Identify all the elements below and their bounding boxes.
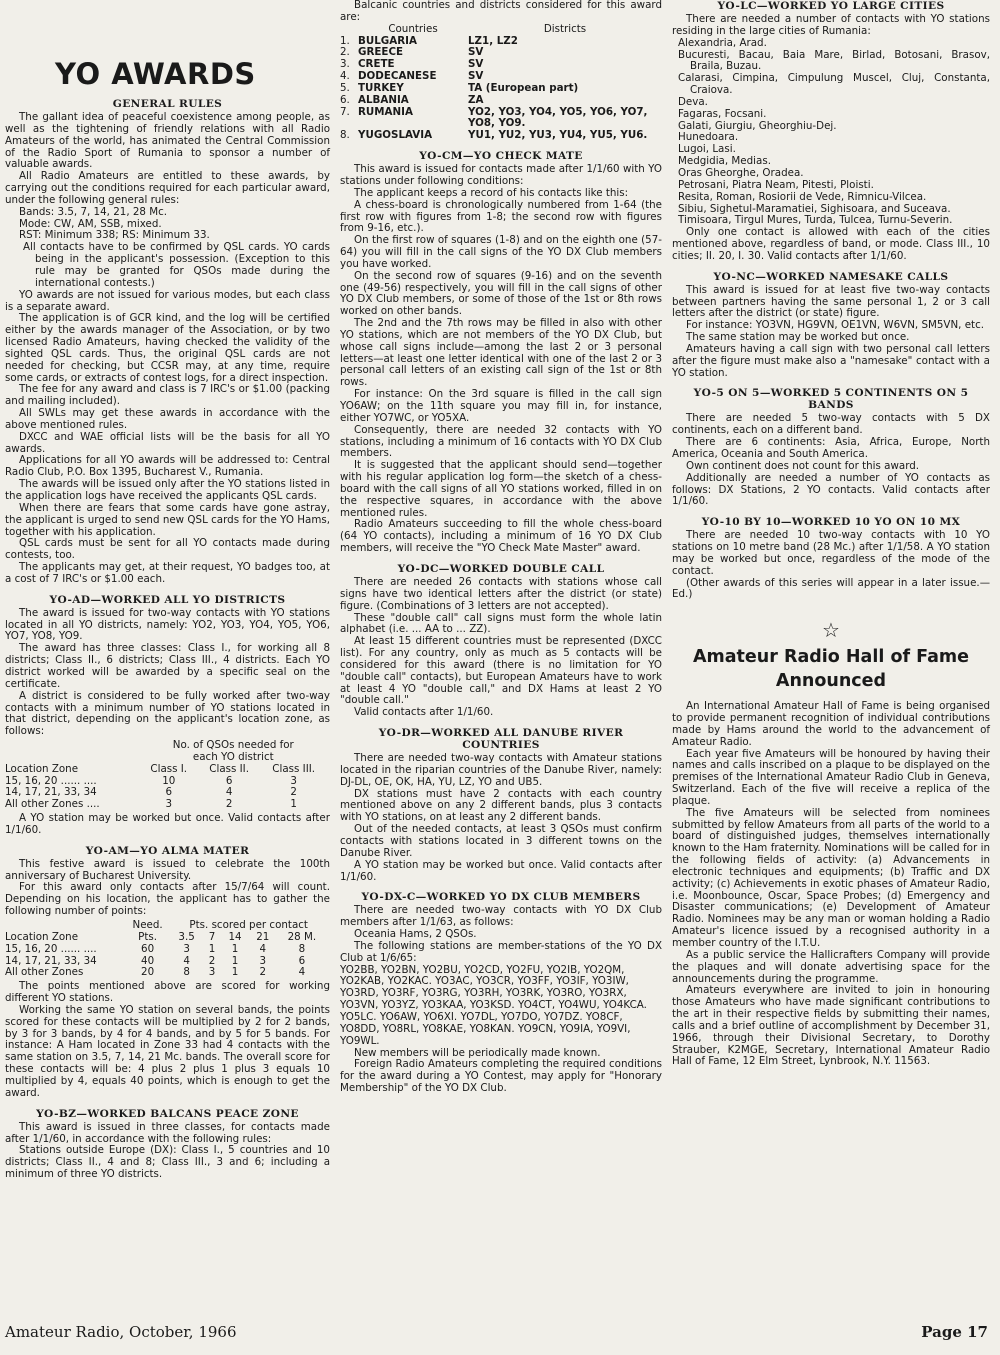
paragraph: New members will be periodically made known. (354, 1046, 601, 1059)
paragraph: On the first row of squares (1-8) and on the eighth one (57-64) you will fill in the call signs of the YO DX Club members you have worked. (340, 234, 662, 270)
paragraph: For this award only contacts after 15/7/64 will count. Depending on his location, the applicant has to gather the following number of points: (5, 881, 330, 918)
city-list-item: Galati, Giurgiu, Gheorghiu-Dej. (678, 119, 837, 132)
table-cell: 20 (141, 966, 155, 979)
paragraph: Amateurs having a call sign with two personal call letters after the figure must make also a "namesake" contact with a YO station. (672, 342, 990, 379)
paragraph: A chess-board is chronologically numbered from 1-64 (the first row with figures from 1-8; the second row with figures from 9-16, etc.). (340, 198, 662, 235)
paragraph: The five Amateurs will be selected from nominees submitted by fellow Amateurs from all parts of the world to a board of distinguished judges, themselves internationally known to the Ham fraternity. Nominations will be called for in the following fields of activity: (a) Advancements in electronic techniques and equipments; (b) Traffic and DX activity; (c) Achievements in exotic phases of Amateur Radio, i.e. Moonbounce, Oscar, Space Probes; (d) Emergency and Disaster communications; (e) Development of Amateur Radio. Nominees may be any man or woman holding a Radio Amateur's licence issued by a recognised authority in a member country of the I.T.U. (672, 806, 990, 949)
paragraph: Amateurs everywhere are invited to join in honouring those Amateurs who have made significant contributions to the art in their respective fields by submitting their names, calls and a brief outline of accomplishment by December 31, 1966, through their Divisional Secretary, to Dorothy Strauber, K2MGE, Secretary, International Amateur Radio Hall of Fame, 12 Elm Street, Lynbrook, N.Y. 11563. (672, 984, 990, 1068)
yo-dr-heading: YO-DR—WORKED ALL DANUBE RIVER COUNTRIES (378, 727, 624, 752)
yo-10-heading: YO-10 BY 10—WORKED 10 YO ON 10 MX (701, 516, 961, 529)
yo-dc-heading: YO-DC—WORKED DOUBLE CALL (397, 562, 605, 575)
table-cell: 14, 17, 21, 33, 34 (5, 786, 97, 799)
table-cell: 14, 17, 21, 33, 34 (5, 954, 97, 967)
paragraph: There are needed a number of contacts with YO stations residing in the large cities of Rumania: (672, 13, 990, 37)
general-rules-heading: GENERAL RULES (112, 98, 223, 110)
hall-of-fame-title: Amateur Radio Hall of Fame Announced (692, 647, 970, 692)
yo-cm-heading: YO-CM—YO CHECK MATE (419, 150, 583, 163)
paragraph: The following stations are member-stations of the YO DX Club at 1/6/65: (340, 939, 662, 964)
paragraph: A district is considered to be fully worked after two-way contacts with a minimum number of YO stations located in that district, depending on the applicant's location zone, as follows: (5, 689, 330, 738)
item-number: 3. (340, 58, 350, 71)
city-list-item: Petrosani, Piatra Neam, Pitesti, Ploisti. (678, 178, 874, 191)
table-cell: 6 (165, 786, 173, 799)
table-header-row (5, 932, 330, 944)
districts: SV (468, 58, 484, 71)
paragraph: This award is issued in three classes, for contacts made after 1/1/60, in accordance with the following rules: (5, 1120, 330, 1145)
country: RUMANIA (358, 105, 413, 118)
table-cell: 2 (208, 954, 216, 967)
table-cell: 4 (183, 954, 190, 967)
paragraph: All SWLs may get these awards in accordance with the above mentioned rules. (5, 407, 330, 431)
table-cell: 3 (208, 966, 216, 979)
table-cell: 8 (298, 942, 306, 955)
column-2 (340, 0, 662, 1095)
column-header: Class I. (150, 762, 188, 775)
table-cell: 4 (259, 942, 267, 955)
column-caption: Need. (132, 919, 163, 931)
column-header: 28 M. (287, 930, 317, 943)
paragraph: All Radio Amateurs are entitled to these awards, by carrying out the conditions required for each particular award, under the following general rules: (5, 170, 330, 206)
city-list-item: Medgidia, Medias. (678, 155, 771, 168)
star-icon: ☆ (822, 618, 840, 643)
paragraph: The applicants may get, at their request, YO badges too, at a cost of 7 IRC's or $1.00 each. (5, 561, 330, 585)
paragraph: The 2nd and the 7th rows may be filled in also with other YO stations, which are not members of the YO DX Club, but whose call signs include—among the last 2 or 3 personal letters—at least one letter identical with one of the last 2 or 3 personal call letters of an existing call sign of the 1st or 8th rows. (340, 317, 662, 389)
paragraph: Additionally are needed a number of YO contacts as follows: DX Stations, 2 YO contacts. Valid contacts after 1/1/60. (672, 471, 990, 508)
table-cell: 10 (162, 774, 176, 787)
table-cell: 6 (225, 774, 233, 787)
paragraph: Each year five Amateurs will be honoured by having their names and calls inscribed on a plaque to be displayed on the premises of the International Amateur Radio Club in Geneva, Switzerland. Each of the five will receive a replica of the plaque. (672, 747, 990, 807)
paragraph: The awards will be issued only after the YO stations listed in the application logs have received the applicants QSL cards. (5, 478, 330, 502)
districts: SV (468, 70, 484, 83)
yo-ad-table (5, 740, 330, 811)
country: ALBANIA (358, 93, 409, 106)
page-title: YO AWARDS (55, 57, 256, 91)
paragraph: The award is issued for two-way contacts with YO stations located in all YO districts, namely: YO2, YO3, YO4, YO5, YO6, YO7, YO8, YO9. (5, 606, 330, 643)
table-cell: 1 (231, 966, 239, 979)
districts: YO2, YO3, YO4, YO5, YO6, YO7, YO8, YO9. (468, 105, 648, 130)
paragraph: Valid contacts after 1/1/60. (354, 706, 494, 719)
country: BULGARIA (358, 34, 417, 47)
paragraph: DXCC and WAE official lists will be the basis for all YO awards. (5, 430, 330, 455)
paragraph: The points mentioned above are scored for working different YO stations. (5, 980, 330, 1005)
city-list-item: Alexandria, Arad. (678, 36, 767, 49)
paragraph: Balcanic countries and districts considered for this award are: (340, 0, 662, 23)
paragraph: DX stations must have 2 contacts with each country mentioned above on any 2 different bands, plus 3 contacts with YO stations, on at least any 2 different bands. (340, 787, 662, 824)
column-header: 3.5 (178, 930, 195, 943)
column-header: 7 (208, 930, 216, 943)
table-cell: 3 (165, 798, 173, 811)
table-cell: 3 (290, 774, 297, 787)
city-list-item: Fagaras, Focsani. (678, 107, 767, 120)
city-list-item: Bucuresti, Bacau, Baia Mare, Birlad, Botosani, Brasov, Braila, Buzau. (678, 48, 990, 73)
table-cell: 1 (290, 798, 297, 811)
paragraph: On the second row of squares (9-16) and on the seventh one (49-56) respectively, you will fill in the call signs of other YO DX Club members, or some of those of the 1st or 8th rows worked on other bands. (340, 269, 662, 318)
item-number: 1. (340, 34, 350, 47)
paragraph: The gallant idea of peaceful coexistence among people, as well as the tightening of friendly relations with all Radio Amateurs of the world, has animated the Central Commission of the Radio Sport of Rumania to sponsor a number of valuable awards. (5, 111, 330, 171)
paragraph: Oceania Hams, 2 QSOs. (354, 928, 477, 941)
paragraph: The application is of GCR kind, and the log will be certified either by the awards manager of the Association, or by two licensed Radio Amateurs, having checked the validity of the sighted QSL cards. Thus, the original QSL cards are not needed for checking, but CCSR may, at any time, require some cards, or extracts of contest logs, for a direct inspection. (5, 312, 330, 384)
rule-mode: Mode: CW, AM, SSB, mixed. (19, 217, 162, 230)
yo-dxc-heading: YO-DX-C—WORKED YO DX CLUB MEMBERS (361, 891, 641, 904)
paragraph: For instance: YO3VN, HG9VN, OE1VN, W6VN, SM5VN, etc. (686, 319, 985, 332)
table-cell: 1 (231, 954, 239, 967)
item-number: 6. (340, 93, 350, 106)
table-cell: 8 (183, 966, 190, 979)
table-cell: All other Zones (5, 966, 84, 979)
paragraph: The award has three classes: Class I., for working all 8 districts; Class II., 6 districts; Class III., 4 districts. Each YO district worked will be awarded by a specific seal on the certificate. (5, 642, 330, 690)
paragraph: It is suggested that the applicant should send—together with his regular application log form—the sketch of a chess-board with the call signs of all YO stations worked, filled in on the respective squares, in accordance with the above mentioned rules. (340, 459, 662, 519)
footer-page-number: Page 17 (921, 1323, 988, 1341)
yo-ad-heading: YO-AD—WORKED ALL YO DISTRICTS (49, 593, 286, 606)
paragraph: Only one contact is allowed with each of the cities mentioned above, regardless of band, or mode. Class III., 10 cities; II. 20, I. 30. Valid contacts after 1/1/60. (672, 226, 990, 262)
table-cell: 3 (259, 954, 267, 967)
paragraph: For instance: On the 3rd square is filled in the call sign YO6AW; on the 11th square you may fill in, for instance, either YO7WC, or YO5XA. (340, 388, 662, 424)
column-header: Location Zone (5, 930, 79, 943)
rule-bands: Bands: 3.5, 7, 14, 21, 28 Mc. (19, 205, 168, 218)
table-cell: 2 (225, 798, 233, 811)
paragraph: As a public service the Hallicrafters Company will provide the plaques and will donate advertising space for the announcements during the programme. (672, 948, 990, 985)
country: CRETE (358, 58, 395, 71)
paragraph: The same station may be worked but once. (686, 331, 910, 344)
table-cell: 15, 16, 20 ...... .... (5, 942, 97, 955)
item-number: 7. (340, 105, 350, 118)
table-cell: All other Zones .... (5, 798, 100, 811)
paragraph: There are needed 26 contacts with stations whose call signs have two identical letters after the district (or state) figure. (Combinations of 3 letters are not accepted). (340, 575, 662, 612)
city-list-item: Deva. (678, 95, 708, 108)
city-list-item: Lugoi, Lasi. (678, 143, 736, 156)
table-row (5, 967, 330, 979)
paragraph: QSL cards must be sent for all YO contacts made during contests, too. (5, 537, 330, 562)
table-cell: 6 (298, 954, 306, 967)
table-row (5, 944, 330, 956)
city-list-item: Sibiu, Sighetul-Maramatiei, Sighisoara, and Suceava. (678, 202, 951, 215)
item-number: 4. (340, 70, 350, 83)
districts: YU1, YU2, YU3, YU4, YU5, YU6. (468, 129, 648, 142)
table-caption: each YO district (192, 750, 274, 763)
list-item (340, 107, 662, 131)
paragraph: Own continent does not count for this award. (686, 459, 920, 472)
paragraph: There are needed two-way contacts with YO DX Club members after 1/1/63, as follows: (340, 904, 662, 929)
paragraph: When there are fears that some cards have gone astray, the applicant is urged to send new QSL cards for the YO Hams, together with his application. (5, 501, 330, 538)
table-cell: 60 (141, 942, 155, 955)
item-number: 5. (340, 81, 350, 94)
country: YUGOSLAVIA (358, 129, 433, 142)
yo-am-table (5, 920, 330, 979)
yo-5-heading: YO-5 ON 5—WORKED 5 CONTINENTS ON 5 BANDS (693, 387, 969, 412)
paragraph: There are 6 continents: Asia, Africa, Europe, North America, Oceania and South America. (672, 436, 990, 460)
footer-publication: Amateur Radio, October, 1966 (5, 1323, 237, 1341)
column-header: 14 (228, 930, 242, 943)
list-item (340, 83, 662, 95)
city-list-item: Resita, Roman, Rosiorii de Vede, Rimnicu-Vilcea. (678, 190, 927, 203)
city-list-item: Oras Gheorghe, Oradea. (678, 166, 804, 179)
list-item (340, 130, 662, 142)
table-cell: 15, 16, 20 ...... .... (5, 774, 97, 787)
paragraph: The applicant keeps a record of his contacts like this: (354, 186, 629, 199)
column-header: Countries (388, 22, 438, 35)
city-list-item: Timisoara, Tirgul Mures, Turda, Tulcea, Turnu-Severin. (678, 214, 953, 227)
column-header: 21 (256, 930, 270, 943)
table-cell: 2 (290, 786, 297, 799)
paragraph: A YO station may be worked but once. Valid contacts after 1/1/60. (340, 858, 662, 883)
paragraph: There are needed two-way contacts with Amateur stations located in the riparian countries of the Danube River, namely: DJ-DL, OE, OK, HA, YU, LZ, YO and UB5. (340, 752, 662, 788)
paragraph: Out of the needed contacts, at least 3 QSOs must confirm contacts with stations located in 3 different towns on the Danube River. (340, 823, 662, 859)
districts: LZ1, LZ2 (468, 34, 518, 47)
table-cell: 1 (208, 942, 216, 955)
column-header: Class III. (272, 762, 316, 775)
country: DODECANESE (358, 70, 437, 83)
table-header-row (5, 764, 330, 776)
column-3 (672, 0, 990, 1068)
paragraph: This award is issued for at least five two-way contacts between partners having the same personal 1, 2 or 3 call letters after the district (or state) figure. (672, 283, 990, 320)
yo-bz-heading: YO-BZ—WORKED BALCANS PEACE ZONE (36, 1107, 299, 1120)
city-list-item: Hunedoara. (678, 131, 739, 144)
table-cell: 4 (298, 966, 306, 979)
yo-lc-heading: YO-LC—WORKED YO LARGE CITIES (717, 0, 945, 12)
paragraph: (Other awards of this series will appear in a later issue.—Ed.) (672, 576, 990, 601)
districts: SV (468, 46, 484, 59)
table-cell: 4 (225, 786, 233, 799)
table-cell: 1 (231, 942, 239, 955)
paragraph: Applications for all YO awards will be addressed to: Central Radio Club, P.O. Box 1395, Bucharest V., Rumania. (5, 454, 330, 479)
paragraph: Consequently, there are needed 32 contacts with YO stations, including a minimum of 16 contacts with YO DX Club members. (340, 423, 662, 460)
column-header: Pts. (138, 930, 158, 943)
paragraph: Foreign Radio Amateurs completing the required conditions for the award during a YO Contest, may apply for "Honorary Membership" of the YO DX Club. (340, 1058, 662, 1095)
table-cell: 2 (259, 966, 267, 979)
column-header: Class II. (209, 762, 249, 775)
paragraph: The fee for any award and class is 7 IRC's or $1.00 (packing and mailing included). (5, 383, 330, 408)
paragraph: These "double call" call signs must form the whole latin alphabet (i.e. ... AA to ... ZZ). (340, 611, 662, 636)
country: TURKEY (358, 81, 404, 94)
districts: ZA (468, 93, 484, 106)
table-cell: 40 (141, 954, 155, 967)
table-cell: 3 (183, 942, 190, 955)
paragraph: Stations outside Europe (DX): Class I., 5 countries and 10 districts; Class II., 4 and 8; Class III., 3 and 6; including a minimum of three YO districts. (5, 1144, 330, 1181)
paragraph: There are needed 5 two-way contacts with 5 DX continents, each on a different band. (672, 412, 990, 437)
yo-nc-heading: YO-NC—WORKED NAMESAKE CALLS (713, 270, 949, 283)
item-number: 2. (340, 46, 350, 59)
yo-am-heading: YO-AM—YO ALMA MATER (85, 844, 250, 857)
table-row (5, 799, 330, 811)
paragraph: This festive award is issued to celebrate the 100th anniversary of Bucharest University. (5, 857, 330, 882)
rule-qsl: All contacts have to be confirmed by QSL cards. YO cards being in the applicant's possession. (Exception to this rule may be granted for QSOs made during the international contests.) (23, 241, 330, 289)
member-call-list: YO2BB, YO2BN, YO2BU, YO2CD, YO2FU, YO2IB, YO2QM, YO2KAB, YO2KAC. YO3AC, YO3CR, YO3FF, YO3IF, YO3IW, YO3RD, YO3RF, YO3RG, YO3RH, YO3RK, YO3RO, YO3RX, YO3VN, YO3YZ, YO3KAA, YO3KSD. YO4CT, YO4WU, YO4KCA. YO5LC. YO6AW, YO6XI. YO7DL, YO7DO, YO7DZ. YO8CF, YO8DD, YO8RL, YO8KAE, YO8KAN. YO9CN, YO9IA, YO9VI, YO9WL. (340, 963, 647, 1047)
column-1 (5, 0, 330, 1181)
paragraph: A YO station may be worked but once. Valid contacts after 1/1/60. (5, 812, 330, 836)
paragraph: Working the same YO station on several bands, the points scored for these contacts will be multiplied by 2 for 2 bands, by 3 for 3 bands, by 4 for 4 bands, and by 5 for 5 bands. For instance: A Ham located in Zone 33 had 4 contacts with the same station on 3.5, 7, 14, 21 Mc. bands. The overall score for these contacts will be: 4 plus 2 plus 1 plus 3 equals 10 multiplied by 4, equals 40 points, which is enough to get the award. (5, 1003, 330, 1099)
balcan-country-list (340, 24, 662, 142)
paragraph: There are needed 10 two-way contacts with 10 YO stations on 10 metre band (28 Mc.) after 1/1/58. A YO station may be worked but once, regardless of the mode of the contact. (672, 529, 990, 577)
paragraph: An International Amateur Hall of Fame is being organised to provide permanent recognition of individual contributions made by Hams around the world to the advancement of Amateur Radio. (672, 700, 990, 748)
paragraph: This award is issued for contacts made after 1/1/60 with YO stations under following conditions: (340, 163, 662, 187)
column-header: Location Zone (5, 762, 79, 775)
districts: TA (European part) (468, 81, 579, 94)
column-header: Districts (543, 22, 587, 35)
paragraph: YO awards are not issued for various modes, but each class is a separate award. (5, 288, 330, 313)
item-number: 8. (340, 129, 350, 142)
column-caption: Pts. scored per contact (189, 919, 308, 931)
list-item (340, 95, 662, 107)
city-list-item: Calarasi, Cimpina, Cimpulung Muscel, Cluj, Constanta, Craiova. (678, 72, 990, 97)
table-caption: No. of QSOs needed for (172, 739, 294, 752)
rule-rst: RST: Minimum 338; RS: Minimum 33. (19, 229, 210, 242)
paragraph: At least 15 different countries must be represented (DXCC list). For any country, only as much as 5 contacts will be considered for this award (there is no limitation for YO "double call" contacts), but European Amateurs have to work at least 4 YO "double call," and DX Hams at least 2 YO "double call." (340, 635, 662, 707)
paragraph: Radio Amateurs succeeding to fill the whole chess-board (64 YO contacts), including a minimum of 16 YO DX Club members, will receive the "YO Check Mate Master" award. (340, 518, 662, 555)
country: GREECE (358, 46, 404, 59)
